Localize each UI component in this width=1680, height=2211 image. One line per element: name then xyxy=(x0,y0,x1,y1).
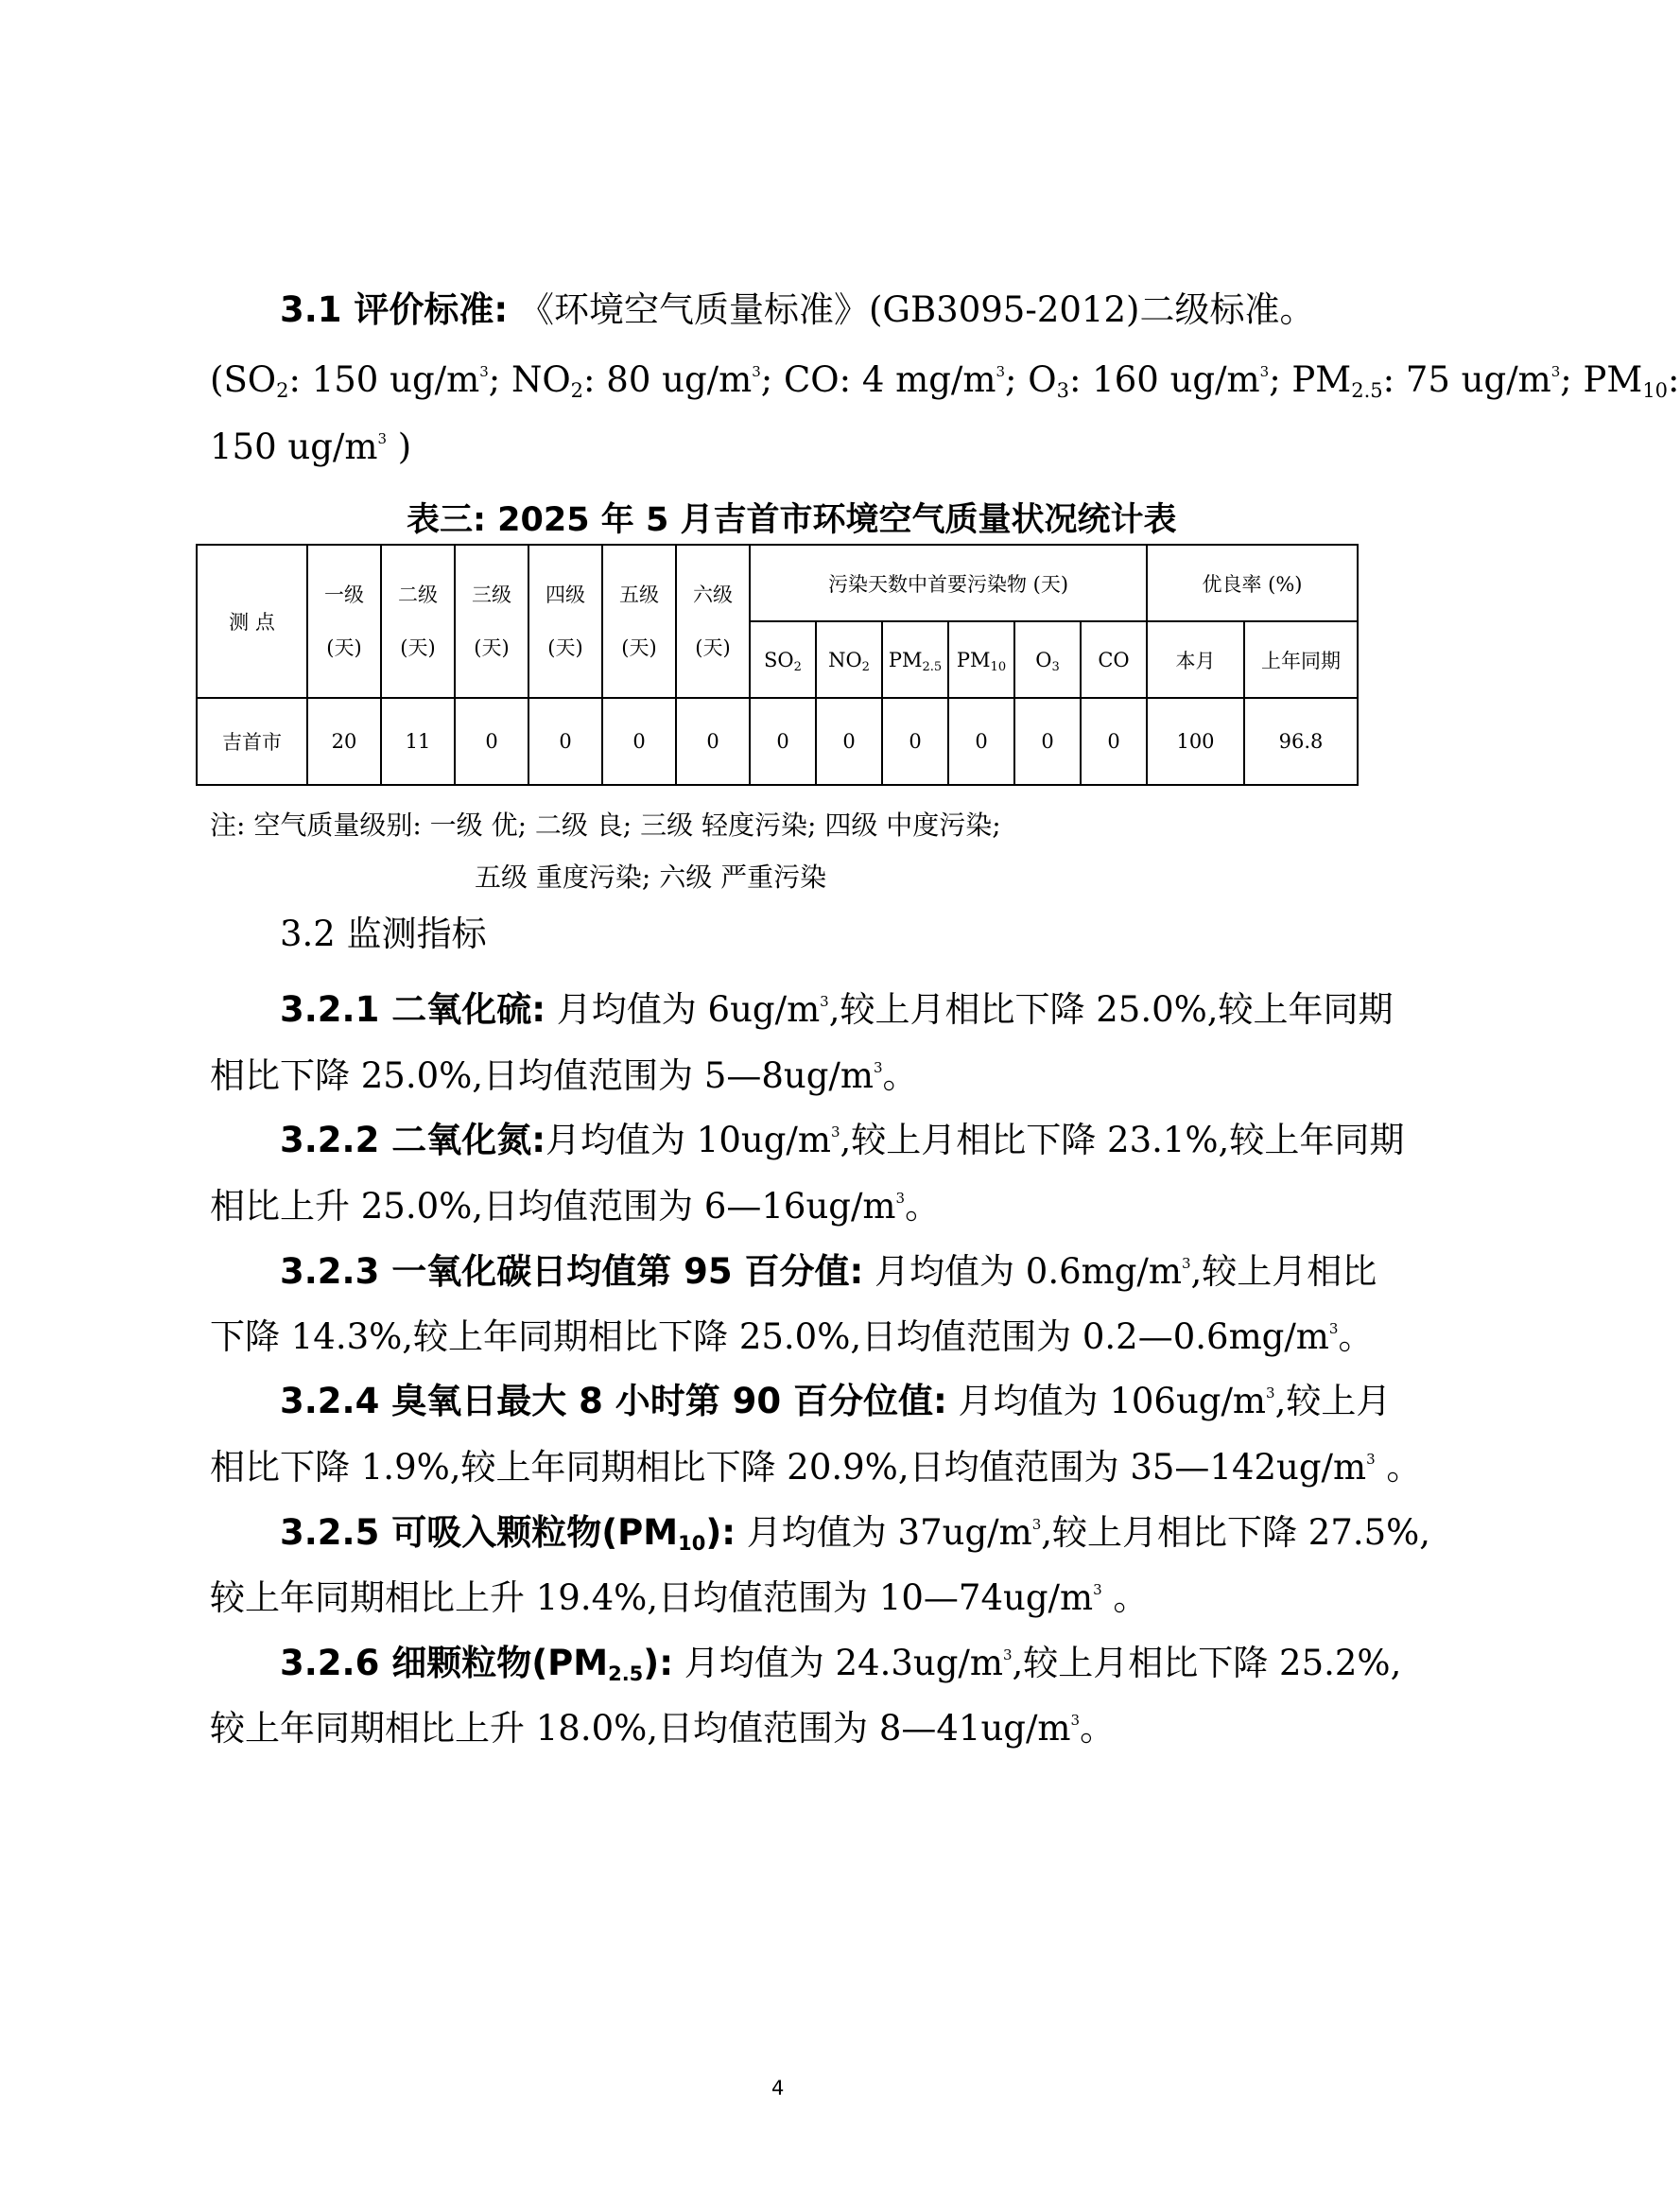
pollutant-name: PM xyxy=(888,648,923,671)
text-run: ,较上月 xyxy=(1274,1381,1392,1421)
section-label: 3.2.2 二氧化氮: xyxy=(280,1120,546,1160)
page-number: 4 xyxy=(771,2077,785,2099)
text-run: ,较上月相比下降 27.5%, xyxy=(1041,1512,1431,1553)
section-3-2-4-line2 xyxy=(210,1449,1421,1487)
text-run: 。 xyxy=(1338,1316,1374,1357)
table-row xyxy=(197,698,1358,785)
text-run: 相比上升 25.0%,日均值范围为 6—16ug/m xyxy=(210,1186,896,1227)
paren-open: ( xyxy=(210,359,224,400)
standard-text: 《环境空气质量标准》(GB3095-2012)二级标准。 xyxy=(519,289,1315,330)
level-2-unit: (天) xyxy=(400,636,436,659)
text-run: 较上年同期相比上升 18.0%,日均值范围为 8—41ug/m xyxy=(210,1708,1071,1749)
section-3-2-3-line1 xyxy=(280,1253,1377,1291)
text-run: 。 xyxy=(882,1055,918,1096)
pm25-label: ; PM xyxy=(1269,359,1352,400)
table-cell: 0 xyxy=(676,698,750,785)
text-run: 。 xyxy=(905,1186,941,1227)
station-cell: 吉首市 xyxy=(197,698,307,785)
level-3-header xyxy=(455,545,528,698)
section-3-2-5-line2 xyxy=(210,1579,1148,1617)
label-subscript: 10 xyxy=(678,1532,706,1555)
table-cell: 0 xyxy=(528,698,602,785)
level-3-unit: (天) xyxy=(474,636,510,659)
superscript: 3 xyxy=(1002,1646,1013,1663)
superscript: 3 xyxy=(1031,1516,1042,1533)
text-run: 月均值为 106ug/m xyxy=(946,1381,1267,1421)
level-5-header xyxy=(602,545,676,698)
text-run: 相比下降 25.0%,日均值范围为 5—8ug/m xyxy=(210,1055,874,1096)
paren-close: ) xyxy=(397,427,412,467)
table-cell: 20 xyxy=(307,698,381,785)
section-3-1-label: 3.1 评价标准: xyxy=(280,289,509,330)
level-6-unit: (天) xyxy=(695,636,731,659)
section-label: 3.2.1 二氧化硫: xyxy=(280,989,546,1030)
text-run: ,较上月相比下降 25.0%,较上年同期 xyxy=(828,989,1394,1030)
level-6-header xyxy=(676,545,750,698)
section-3-1-limits-cont xyxy=(210,428,411,466)
superscript: 3 xyxy=(1070,1712,1081,1729)
so2-limit: : 150 ug/m xyxy=(288,359,480,400)
superscript: 3 xyxy=(830,1123,840,1140)
rate-last-year-header: 上年同期 xyxy=(1244,621,1358,698)
level-1-unit: (天) xyxy=(326,636,362,659)
so2-label: SO xyxy=(223,359,277,400)
co-sup: 3 xyxy=(996,363,1006,380)
text-run: 月均值为 24.3ug/m xyxy=(673,1643,1003,1683)
table-cell: 0 xyxy=(948,698,1014,785)
pm25-limit: : 75 ug/m xyxy=(1382,359,1551,400)
pollutant-co-header xyxy=(1081,621,1147,698)
table-cell: 96.8 xyxy=(1244,698,1358,785)
pollutant-name: PM xyxy=(956,648,991,671)
level-5-unit: (天) xyxy=(621,636,657,659)
level-1-header xyxy=(307,545,381,698)
section-3-2-2-line1 xyxy=(280,1122,1404,1159)
level-4-header xyxy=(528,545,602,698)
level-6-label: 六级 xyxy=(693,583,733,606)
table-cell: 11 xyxy=(381,698,455,785)
text-run: 月均值为 0.6mg/m xyxy=(863,1251,1182,1292)
level-2-label: 二级 xyxy=(398,583,438,606)
table-cell: 0 xyxy=(882,698,948,785)
rate-current-header: 本月 xyxy=(1147,621,1244,698)
table-cell: 0 xyxy=(1081,698,1147,785)
table-note-line2: 五级 重度污染; 六级 严重污染 xyxy=(475,862,827,893)
section-3-1-limits xyxy=(210,359,1680,402)
pm10-label: ; PM xyxy=(1560,359,1643,400)
superscript: 3 xyxy=(820,993,829,1010)
o3-label: ; O xyxy=(1005,359,1057,400)
text-run: ,较上月相比 xyxy=(1190,1251,1377,1292)
superscript: 3 xyxy=(1366,1451,1376,1468)
text-run: 月均值为 37ug/m xyxy=(736,1512,1032,1553)
section-3-2-heading: 3.2 监测指标 xyxy=(280,914,487,954)
station-header: 测 点 xyxy=(197,545,307,698)
section-3-2-6-line2 xyxy=(210,1710,1115,1748)
o3-sub: 3 xyxy=(1056,379,1069,402)
air-quality-table xyxy=(196,544,1359,786)
pm10-limit: 150 ug/m xyxy=(210,427,378,467)
pollutant-so2-header xyxy=(750,621,816,698)
no2-label: ; NO xyxy=(488,359,571,400)
superscript: 3 xyxy=(1328,1320,1339,1337)
text-run: 月均值为 10ug/m xyxy=(546,1120,831,1160)
no2-limit: : 80 ug/m xyxy=(583,359,753,400)
superscript: 3 xyxy=(1093,1581,1102,1598)
text-run: 较上年同期相比上升 19.4%,日均值范围为 10—74ug/m xyxy=(210,1577,1094,1618)
table-caption: 表三: 2025 年 5 月吉首市环境空气质量状况统计表 xyxy=(407,501,1177,539)
section-3-2-1-line1 xyxy=(280,991,1394,1029)
co-limit: ; CO: 4 mg/m xyxy=(760,359,996,400)
pm25-sup: 3 xyxy=(1550,363,1561,380)
section-label: 3.2.3 一氧化碳日均值第 95 百分值: xyxy=(280,1251,864,1292)
superscript: 3 xyxy=(1181,1255,1191,1272)
section-3-2-6-line1 xyxy=(280,1643,1402,1685)
o3-sup: 3 xyxy=(1259,363,1270,380)
superscript: 3 xyxy=(873,1059,883,1076)
section-3-2-3-line2 xyxy=(210,1318,1373,1356)
table-note-line1: 注: 空气质量级别: 一级 优; 二级 良; 三级 轻度污染; 四级 中度污染; xyxy=(210,810,1001,841)
section-3-2-2-line2 xyxy=(210,1188,940,1226)
pollutant-group-header: 污染天数中首要污染物 (天) xyxy=(750,545,1147,621)
text-run: 。 xyxy=(1101,1577,1149,1618)
text-run: 下降 14.3%,较上年同期相比下降 25.0%,日均值范围为 0.2—0.6mg/m xyxy=(210,1316,1329,1357)
table-cell: 0 xyxy=(1014,698,1081,785)
section-3-2-4-line1 xyxy=(280,1383,1391,1420)
table-cell: 0 xyxy=(455,698,528,785)
section-label: 3.2.4 臭氧日最大 8 小时第 90 百分位值: xyxy=(280,1381,947,1421)
pollutant-no2-header xyxy=(816,621,882,698)
pollutant-sub: 2.5 xyxy=(922,659,943,674)
superscript: 3 xyxy=(895,1190,906,1207)
section-3-1-line1 xyxy=(280,291,1314,329)
text-run: 。 xyxy=(1080,1708,1116,1749)
pollutant-name: O xyxy=(1035,648,1052,671)
pollutant-sub: 3 xyxy=(1051,659,1060,674)
text-run: 月均值为 6ug/m xyxy=(546,989,821,1030)
no2-sup: 3 xyxy=(752,363,761,380)
text-run: ,较上月相比下降 25.2%, xyxy=(1012,1643,1402,1683)
text-run: 。 xyxy=(1375,1447,1422,1488)
pollutant-name: NO xyxy=(828,648,862,671)
label-subscript: 2.5 xyxy=(608,1663,644,1685)
level-4-label: 四级 xyxy=(546,583,585,606)
table-cell: 100 xyxy=(1147,698,1244,785)
so2-sub: 2 xyxy=(276,379,289,402)
superscript: 3 xyxy=(1266,1384,1275,1401)
so2-sup: 3 xyxy=(479,363,489,380)
level-1-label: 一级 xyxy=(324,583,364,606)
pollutant-name: SO xyxy=(764,648,794,671)
level-3-label: 三级 xyxy=(472,583,511,606)
pollutant-name: CO xyxy=(1098,648,1130,671)
section-label: 3.2.5 可吸入颗粒物(PM xyxy=(280,1512,679,1553)
level-2-header xyxy=(381,545,455,698)
level-5-label: 五级 xyxy=(619,583,659,606)
pm10-sup: 3 xyxy=(377,430,387,447)
section-3-2-1-line2 xyxy=(210,1057,918,1095)
pollutant-sub: 2 xyxy=(861,659,870,674)
table-cell: 0 xyxy=(602,698,676,785)
pollutant-o3-header xyxy=(1014,621,1081,698)
no2-sub: 2 xyxy=(570,379,584,402)
pm10-sub: 10 xyxy=(1642,379,1669,402)
pollutant-sub: 2 xyxy=(793,659,802,674)
pm25-sub: 2.5 xyxy=(1351,379,1383,402)
text-run: ,较上月相比下降 23.1%,较上年同期 xyxy=(840,1120,1405,1160)
table-cell: 0 xyxy=(750,698,816,785)
pm10-colon: : xyxy=(1668,359,1680,400)
rate-group-header: 优良率 (%) xyxy=(1147,545,1358,621)
label-end: ): xyxy=(705,1512,736,1553)
o3-limit: : 160 ug/m xyxy=(1068,359,1260,400)
pollutant-pm25-header xyxy=(882,621,948,698)
section-3-2-5-line1 xyxy=(280,1512,1431,1555)
section-label: 3.2.6 细颗粒物(PM xyxy=(280,1643,609,1683)
label-end: ): xyxy=(643,1643,673,1683)
pollutant-pm10-header xyxy=(948,621,1014,698)
text-run: 相比下降 1.9%,较上年同期相比下降 20.9%,日均值范围为 35—142ug/m xyxy=(210,1447,1367,1488)
table-cell: 0 xyxy=(816,698,882,785)
level-4-unit: (天) xyxy=(547,636,583,659)
pollutant-sub: 10 xyxy=(990,659,1007,674)
